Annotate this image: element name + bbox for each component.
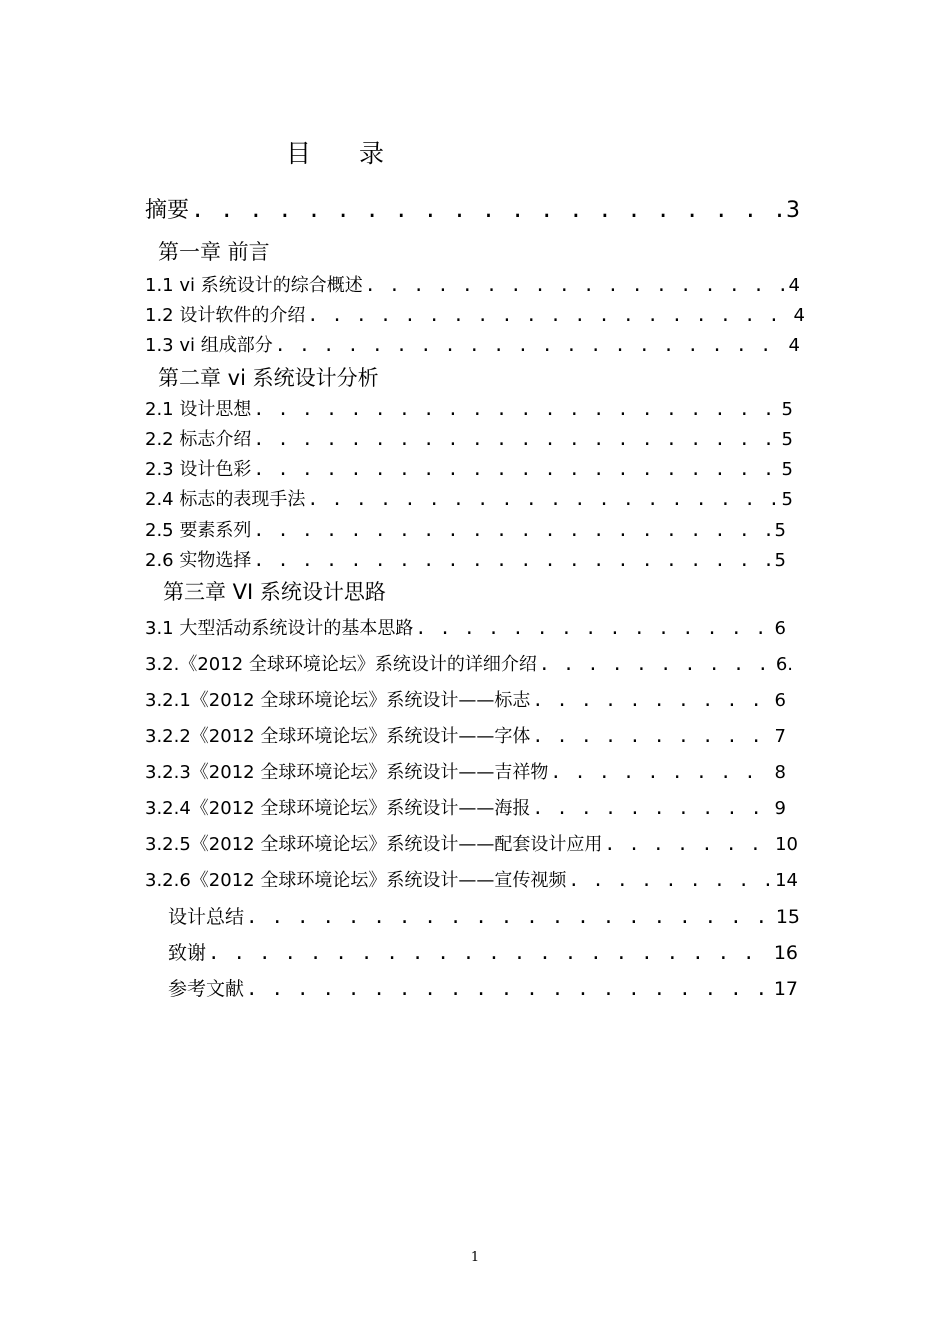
- toc-entry-label: 3.2.2《2012 全球环境论坛》系统设计——字体: [145, 726, 531, 747]
- dot-leader: [246, 978, 772, 1000]
- dot-leader: [246, 906, 774, 928]
- toc-entry-page: 6: [774, 618, 786, 639]
- toc-entry[interactable]: [145, 866, 798, 892]
- toc-entry[interactable]: [145, 485, 793, 511]
- dot-leader: [253, 399, 779, 420]
- toc-entry-label: 1.3 vi 组成部分: [145, 335, 273, 356]
- toc-entry-label: 3.2.1《2012 全球环境论坛》系统设计——标志: [145, 690, 531, 711]
- toc-entry[interactable]: [145, 758, 786, 784]
- dot-leader: [550, 762, 772, 783]
- toc-entry-label: 3.2.5《2012 全球环境论坛》系统设计——配套设计应用: [145, 834, 603, 855]
- toc-entry-label: 设计总结: [168, 906, 245, 928]
- toc-entry-label: 2.1 设计思想: [145, 399, 252, 420]
- dot-leader: [191, 198, 784, 223]
- toc-entry-page: 4: [788, 335, 800, 356]
- dot-leader: [253, 520, 772, 541]
- toc-entry-page: 5: [781, 429, 793, 450]
- toc-entry-label: 3.2.《2012 全球环境论坛》系统设计的详细介绍: [145, 654, 537, 675]
- toc-entry-label: 3.1 大型活动系统设计的基本思路: [145, 618, 414, 639]
- chapter-heading: 第一章 前言: [158, 240, 270, 264]
- dot-leader: [253, 429, 779, 450]
- toc-entry-label: 2.2 标志介绍: [145, 429, 252, 450]
- toc-entry-label: 2.3 设计色彩: [145, 459, 252, 480]
- toc-entry-label: 3.2.3《2012 全球环境论坛》系统设计——吉祥物: [145, 762, 549, 783]
- toc-entry-page: 10: [775, 834, 798, 855]
- dot-leader: [365, 275, 787, 296]
- chapter-heading: 第三章 VI 系统设计思路: [163, 580, 386, 604]
- dot-leader: [415, 618, 772, 639]
- dot-leader: [307, 489, 779, 510]
- dot-leader: [604, 834, 773, 855]
- dot-leader: [253, 550, 772, 571]
- toc-entry[interactable]: [145, 395, 793, 421]
- toc-entry-page: 5: [781, 489, 793, 510]
- toc-entry-page: 5: [781, 399, 793, 420]
- toc-entry-abstract[interactable]: [145, 193, 800, 224]
- toc-entry-page: 17: [773, 978, 798, 1000]
- dot-leader: [275, 335, 787, 356]
- dot-leader: [539, 654, 774, 675]
- toc-entry[interactable]: [145, 686, 786, 712]
- toc-entry[interactable]: [145, 455, 793, 481]
- dot-leader: [532, 726, 772, 747]
- toc-entry-label: 2.4 标志的表现手法: [145, 489, 306, 510]
- toc-entry-label: 1.2 设计软件的介绍: [145, 305, 306, 326]
- toc-entry-page: 8: [774, 762, 786, 783]
- toc-entry[interactable]: [145, 614, 786, 640]
- toc-entry-page: 16: [773, 942, 798, 964]
- toc-entry-page: 15: [775, 906, 800, 928]
- toc-entry-label: 2.5 要素系列: [145, 520, 252, 541]
- toc-entry-label: 3.2.6《2012 全球环境论坛》系统设计——宣传视频: [145, 870, 567, 891]
- toc-entry[interactable]: [145, 546, 786, 572]
- dot-leader: [253, 459, 779, 480]
- toc-entry[interactable]: [145, 830, 798, 856]
- toc-entry-page: 4: [793, 305, 805, 326]
- toc-entry[interactable]: [145, 650, 793, 676]
- dot-leader: [532, 690, 772, 711]
- toc-entry-label: 致谢: [168, 942, 207, 964]
- chapter-heading: 第二章 vi 系统设计分析: [158, 366, 379, 390]
- toc-entry-page: 9: [774, 798, 786, 819]
- toc-entry-page: 3: [786, 198, 800, 223]
- dot-leader: [532, 798, 772, 819]
- dot-leader: [307, 305, 791, 326]
- toc-entry-label: 2.6 实物选择: [145, 550, 252, 571]
- toc-entry-references[interactable]: [168, 974, 798, 1001]
- toc-entry-page: 6.: [775, 654, 793, 675]
- toc-entry[interactable]: [145, 722, 786, 748]
- toc-entry[interactable]: [145, 301, 805, 327]
- toc-entry[interactable]: [145, 271, 800, 297]
- toc-entry-page: 6: [774, 690, 786, 711]
- toc-title: 目 录: [286, 139, 404, 168]
- toc-entry-page: 5: [781, 459, 793, 480]
- toc-entry-label: 3.2.4《2012 全球环境论坛》系统设计——海报: [145, 798, 531, 819]
- toc-entry[interactable]: [145, 425, 793, 451]
- toc-entry-page: 4: [788, 275, 800, 296]
- toc-entry-acknowledgement[interactable]: [168, 938, 798, 965]
- toc-entry[interactable]: [145, 794, 786, 820]
- toc-entry-label: 1.1 vi 系统设计的综合概述: [145, 275, 363, 296]
- page-number: 1: [470, 1250, 480, 1265]
- toc-entry-page: 7: [774, 726, 786, 747]
- toc-entry-page: 5: [774, 550, 786, 571]
- dot-leader: [208, 942, 772, 964]
- toc-entry-page: 14: [775, 870, 798, 891]
- toc-entry[interactable]: [145, 331, 800, 357]
- toc-entry-label: 参考文献: [168, 978, 245, 1000]
- toc-entry[interactable]: [145, 516, 786, 542]
- toc-entry-label: 摘要: [145, 198, 190, 223]
- dot-leader: [568, 870, 773, 891]
- toc-entry-page: 5: [774, 520, 786, 541]
- toc-entry-summary[interactable]: [168, 902, 800, 929]
